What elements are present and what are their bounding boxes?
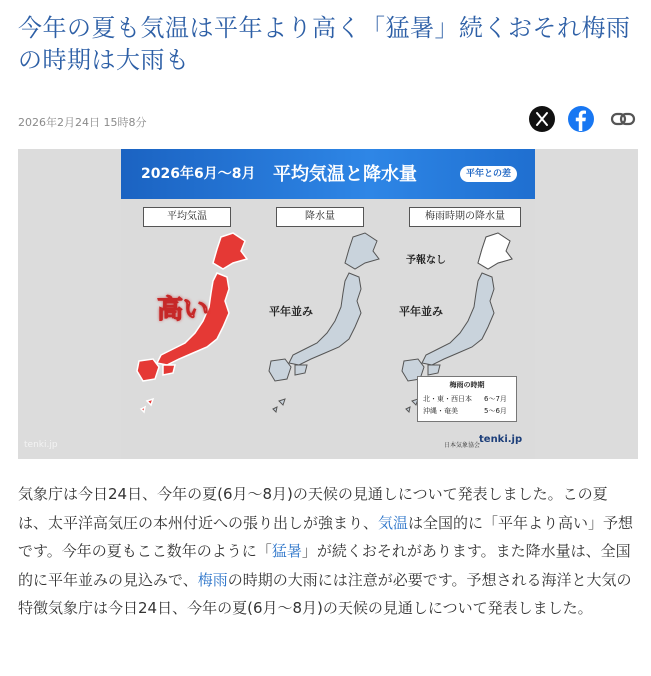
article-meta	[18, 106, 638, 136]
body-text-segment: 気象庁は今日24日、今年の夏(6月～8月)の天候の見通しについて発表しました。この夏は、太平洋高気圧の本州付近への張り出しが強まり、	[18, 485, 608, 532]
no-forecast-label: 予報なし	[406, 255, 446, 266]
hokkaido-no-forecast	[478, 233, 512, 269]
link-icon	[610, 106, 636, 132]
x-icon	[529, 106, 555, 132]
figure-banner	[121, 149, 535, 199]
label-precipitation: 降水量	[276, 207, 364, 227]
tenki-logo: tenki.jp	[479, 434, 523, 445]
article-body	[18, 480, 636, 623]
forecast-normal-label: 平年並み	[269, 305, 313, 318]
figure-title: 平均気温と降水量	[273, 164, 417, 185]
body-text-segment: は全国的に「平年より高い」予想です。今年の夏もここ数年のように「	[18, 513, 634, 560]
rainy-region-mainland: 北・東・西日本	[423, 395, 472, 403]
article-figure	[18, 149, 638, 459]
rainy-region-okinawa: 沖縄・奄美	[423, 407, 458, 415]
forecast-infographic	[121, 149, 535, 459]
share-x-button[interactable]	[529, 106, 555, 132]
rainy-period-mainland: 6～7月	[484, 395, 507, 403]
forecast-normal-label-rainy: 平年並み	[399, 305, 443, 318]
forecast-period: 2026年6月～8月	[141, 166, 256, 182]
image-watermark: tenki.jp	[24, 440, 58, 450]
body-text-segment: 」が続くおそれがあります。また降水量は、全国的に平年並みの見込みで、	[18, 542, 631, 589]
rainy-season-legend	[417, 376, 517, 422]
keyword-link-heatwave[interactable]: 猛暑	[271, 542, 302, 560]
share-facebook-button[interactable]	[568, 106, 594, 132]
comparison-badge: 平年との差	[460, 166, 517, 182]
map-precipitation	[269, 233, 379, 412]
source-credit: 日本気象協会	[444, 442, 481, 449]
body-text-segment: の時期の大雨には注意が必要です。予想される海洋と大気の特徴気象庁は今日24日、今年の夏(6月～8月)の天候の見通しについて発表しました。	[18, 570, 632, 617]
label-temperature: 平均気温	[143, 207, 231, 227]
keyword-link-rainy-season[interactable]: 梅雨	[197, 570, 228, 589]
label-rainy-season: 梅雨時期の降水量	[409, 207, 521, 227]
publish-date: 2026年2月24日 15時8分	[18, 116, 147, 129]
keyword-link-temperature[interactable]: 気温	[378, 513, 409, 532]
forecast-high-label: 高い	[157, 295, 210, 325]
rainy-period-okinawa: 5～6月	[484, 407, 507, 415]
copy-link-button[interactable]	[610, 106, 636, 132]
facebook-icon	[568, 106, 594, 132]
rainy-season-title: 梅雨の時期	[449, 381, 485, 389]
article-title: 今年の夏も気温は平年より高く「猛暑」続くおそれ梅雨の時期は大雨も	[18, 14, 631, 74]
